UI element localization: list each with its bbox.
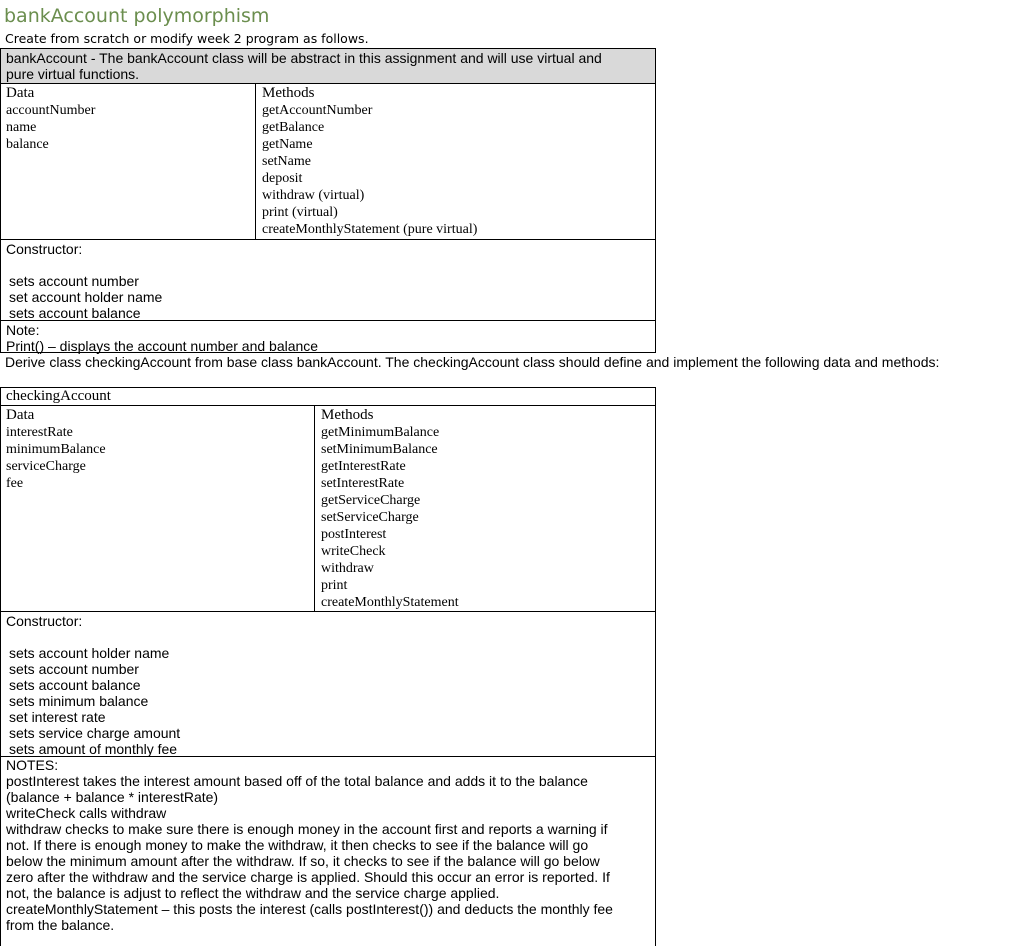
checking-method-item: getInterestRate xyxy=(321,459,406,474)
bank-constructor-item: sets account number xyxy=(9,273,139,289)
bank-account-header xyxy=(0,48,656,84)
bank-method-item: deposit xyxy=(262,171,303,186)
bank-data-column xyxy=(6,85,95,153)
checking-notes-line: withdraw checks to make sure there is enough money in the account first and reports a warning if xyxy=(6,821,608,837)
checking-methods-header: Methods xyxy=(321,407,374,423)
checking-account-members xyxy=(0,405,656,612)
checking-notes-line: below the minimum amount after the withdraw. If so, it checks to see if the balance will go below xyxy=(6,853,600,869)
checking-notes-line: postInterest takes the interest amount based off of the total balance and adds it to the balance xyxy=(6,773,588,789)
intro-text: Create from scratch or modify week 2 program as follows. xyxy=(5,31,369,46)
bank-methods-header: Methods xyxy=(262,85,315,101)
bank-data-item: balance xyxy=(6,137,49,152)
checking-constructor-item: sets service charge amount xyxy=(9,725,181,741)
checking-data-column xyxy=(6,407,106,492)
bank-constructor-label: Constructor: xyxy=(6,241,83,257)
derive-text: Derive class checkingAccount from base class bankAccount. The checkingAccount class should define and implement the following data and methods: xyxy=(5,354,940,370)
checking-notes-line: createMonthlyStatement – this posts the interest (calls postInterest()) and deducts the monthly fee xyxy=(6,901,613,917)
checking-method-item: setInterestRate xyxy=(321,476,405,491)
bank-note-cell xyxy=(0,320,656,353)
bank-data-header: Data xyxy=(6,85,35,101)
checking-data-item: serviceCharge xyxy=(6,459,86,474)
checking-account-header xyxy=(0,387,656,406)
checking-method-item: setMinimumBalance xyxy=(321,442,438,457)
checking-header-text: checkingAccount xyxy=(6,388,111,404)
checking-constructor-item: sets account holder name xyxy=(9,645,170,661)
bank-method-item: getName xyxy=(262,137,313,152)
bank-header-line-1: bankAccount - The bankAccount class will be abstract in this assignment and will use virtual and xyxy=(6,50,602,66)
bank-data-item: accountNumber xyxy=(6,103,96,118)
checking-notes-line: (balance + balance * interestRate) xyxy=(6,789,219,805)
checking-notes-line: from the balance. xyxy=(6,917,115,933)
checking-method-item: writeCheck xyxy=(321,544,386,559)
bank-method-item: setName xyxy=(262,154,311,169)
checking-notes-line: zero after the withdraw and the service charge is applied. Should this occur an error is reported. If xyxy=(6,869,610,885)
checking-methods-column xyxy=(321,407,459,611)
checking-data-header: Data xyxy=(6,407,35,423)
checking-constructor-label: Constructor: xyxy=(6,613,83,629)
checking-notes-line: writeCheck calls withdraw xyxy=(6,805,167,821)
checking-method-item: withdraw xyxy=(321,561,374,576)
checking-notes-label: NOTES: xyxy=(6,757,59,773)
bank-method-item: getBalance xyxy=(262,120,325,135)
checking-method-item: postInterest xyxy=(321,527,387,542)
bank-note-label: Note: xyxy=(6,322,40,338)
bank-constructor-item: set account holder name xyxy=(9,289,163,305)
page-title: bankAccount polymorphism xyxy=(4,5,270,27)
bank-method-item: createMonthlyStatement (pure virtual) xyxy=(262,222,478,237)
checking-constructor-item: sets account number xyxy=(9,661,139,677)
checking-method-item: print xyxy=(321,578,348,593)
checking-data-item: minimumBalance xyxy=(6,442,106,457)
bank-constructor-item: sets account balance xyxy=(9,305,141,321)
checking-method-item: setServiceCharge xyxy=(321,510,419,525)
checking-notes-cell xyxy=(0,756,656,946)
bank-method-item: print (virtual) xyxy=(262,205,338,220)
checking-method-item: getServiceCharge xyxy=(321,493,421,508)
checking-constructor-cell xyxy=(0,611,656,757)
bank-method-item: withdraw (virtual) xyxy=(262,188,365,203)
bank-methods-column xyxy=(262,85,477,238)
checking-constructor-item: sets amount of monthly fee xyxy=(9,741,178,757)
checking-constructor-item: sets account balance xyxy=(9,677,141,693)
checking-method-item: getMinimumBalance xyxy=(321,425,440,440)
checking-constructor-item: sets minimum balance xyxy=(9,693,149,709)
checking-data-item: interestRate xyxy=(6,425,73,440)
bank-note-text: Print() – displays the account number and balance xyxy=(6,338,319,354)
checking-notes-line: not. If there is enough money to make the withdraw, it then checks to see if the balance will go xyxy=(6,837,589,853)
bank-method-item: getAccountNumber xyxy=(262,103,373,118)
checking-notes-line: not, the balance is adjust to reflect the withdraw and the service charge applied. xyxy=(6,885,500,901)
bank-constructor-cell xyxy=(0,239,656,321)
checking-constructor-item: set interest rate xyxy=(9,709,106,725)
checking-method-item: createMonthlyStatement xyxy=(321,595,459,610)
checking-data-item: fee xyxy=(6,476,24,491)
bank-data-item: name xyxy=(6,120,37,135)
bank-header-line-2: pure virtual functions. xyxy=(6,66,140,82)
bank-account-members xyxy=(0,83,656,240)
